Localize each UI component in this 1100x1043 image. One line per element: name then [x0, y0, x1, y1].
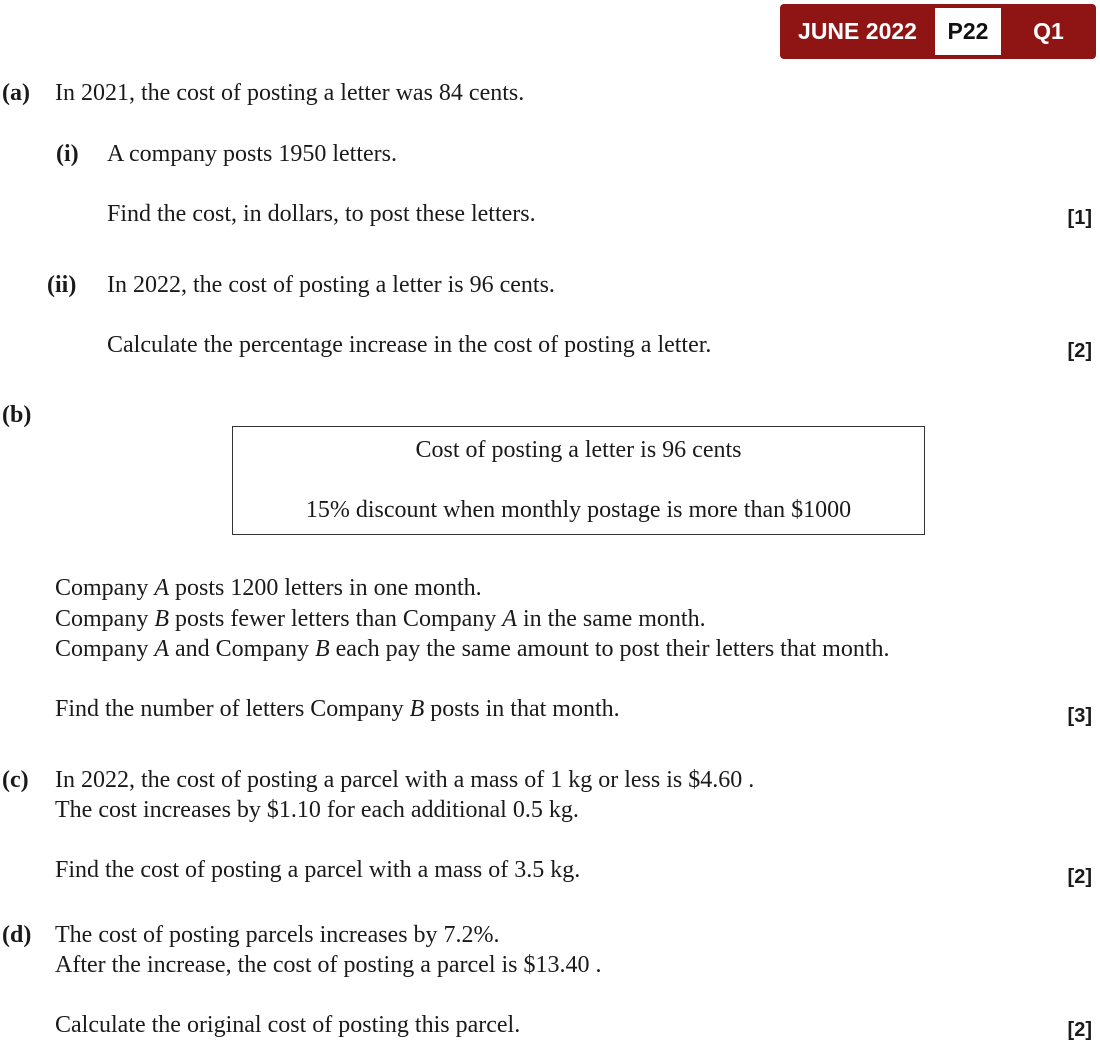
- part-b-question: Find the number of letters Company B posts in that month.: [55, 696, 620, 722]
- part-b-line2: Company B posts fewer letters than Company A in the same month.: [55, 606, 706, 632]
- question-number: Q1: [1033, 18, 1064, 44]
- part-a-i-marks: [1]: [1067, 207, 1092, 229]
- part-a-label: (a): [2, 80, 30, 106]
- part-d-line1: The cost of posting parcels increases by 7.2%.: [55, 922, 500, 948]
- part-c-question: Find the cost of posting a parcel with a mass of 3.5 kg.: [55, 857, 581, 883]
- postage-rate-text: Cost of posting a letter is 96 cents: [415, 437, 742, 463]
- part-d-line2: After the increase, the cost of posting a parcel is $13.40 .: [55, 952, 602, 978]
- part-c-marks: [2]: [1067, 866, 1092, 888]
- part-a-i-line1: A company posts 1950 letters.: [107, 141, 397, 167]
- part-d-label: (d): [2, 922, 32, 948]
- part-a-ii-line1: In 2022, the cost of posting a letter is 96 cents.: [107, 272, 555, 298]
- part-c-line2: The cost increases by $1.10 for each additional 0.5 kg.: [55, 797, 579, 823]
- part-b-label: (b): [2, 402, 32, 428]
- part-a-i-question: Find the cost, in dollars, to post these letters.: [107, 201, 536, 227]
- exam-reference-badge: [780, 4, 1096, 59]
- part-a-ii-marks: [2]: [1067, 340, 1092, 362]
- discount-rule-text: 15% discount when monthly postage is more than $1000: [305, 497, 852, 523]
- part-a-i-label: (i): [56, 141, 79, 167]
- part-b-marks: [3]: [1067, 705, 1092, 727]
- part-a-ii-label: (ii): [47, 272, 77, 298]
- part-c-line1: In 2022, the cost of posting a parcel with a mass of 1 kg or less is $4.60 .: [55, 767, 755, 793]
- part-b-line3: Company A and Company B each pay the same amount to post their letters that month.: [55, 636, 890, 662]
- part-d-question: Calculate the original cost of posting this parcel.: [55, 1012, 521, 1038]
- part-a-ii-question: Calculate the percentage increase in the cost of posting a letter.: [107, 332, 712, 358]
- part-a-intro: In 2021, the cost of posting a letter was 84 cents.: [55, 80, 525, 106]
- part-d-marks: [2]: [1067, 1019, 1092, 1041]
- part-b-line1: Company A posts 1200 letters in one month.: [55, 575, 482, 601]
- exam-paper: P22: [935, 8, 1001, 55]
- exam-session: JUNE 2022: [798, 18, 917, 44]
- part-c-label: (c): [2, 767, 29, 793]
- postage-info-box: [232, 426, 925, 535]
